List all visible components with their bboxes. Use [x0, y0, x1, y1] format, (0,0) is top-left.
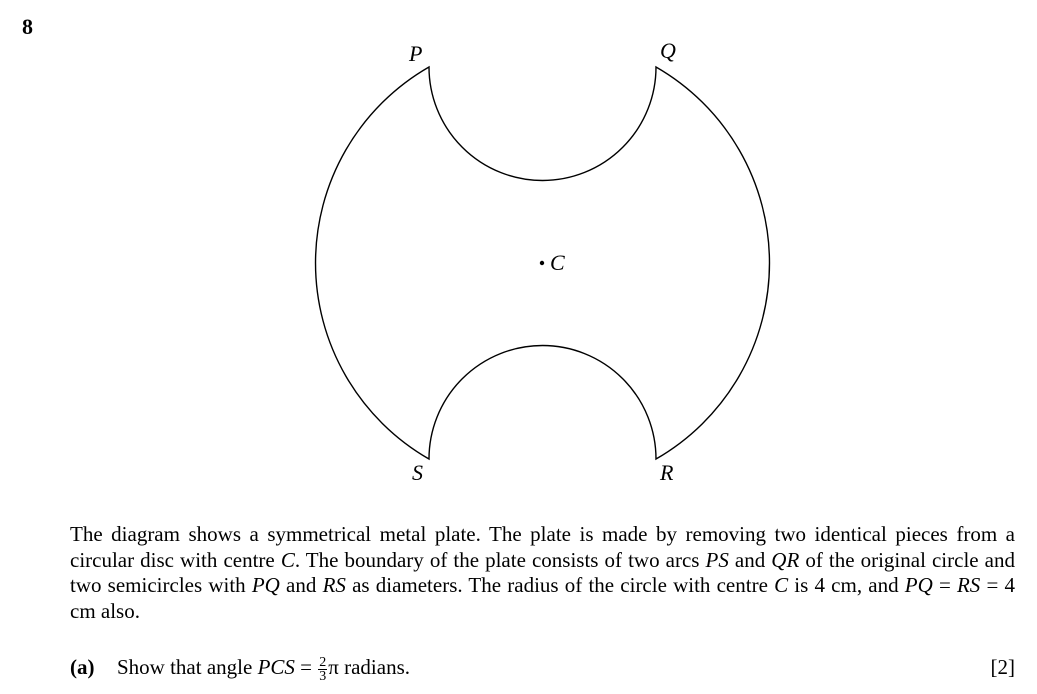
label-p: P: [409, 41, 423, 66]
centre-point: [540, 261, 544, 265]
label-c: C: [550, 250, 565, 275]
label-s: S: [412, 460, 423, 485]
part-a: [70, 652, 1015, 682]
fraction-two-thirds: $\frac{2}{3}$: [319, 654, 327, 684]
part-a-label: (a): [70, 655, 95, 679]
question-description: The diagram shows a symmetrical metal plate. The plate is made by removing two identical pieces from a circular disc with centre C. The boundary of the plate consists of two arcs PS and QR of the original circle and two semicircles with PQ and RS as diameters. The radius of the circle with centre C is 4 cm, and PQ = RS = 4 cm also.: [70, 522, 1016, 624]
part-a-text: Show that angle PCS = $\frac{2}{3}$ π radians.: [117, 654, 410, 684]
label-q: Q: [660, 38, 676, 63]
question-number: 8: [22, 14, 33, 39]
part-a-marks: [2]: [990, 655, 1015, 679]
label-r: R: [660, 460, 674, 485]
